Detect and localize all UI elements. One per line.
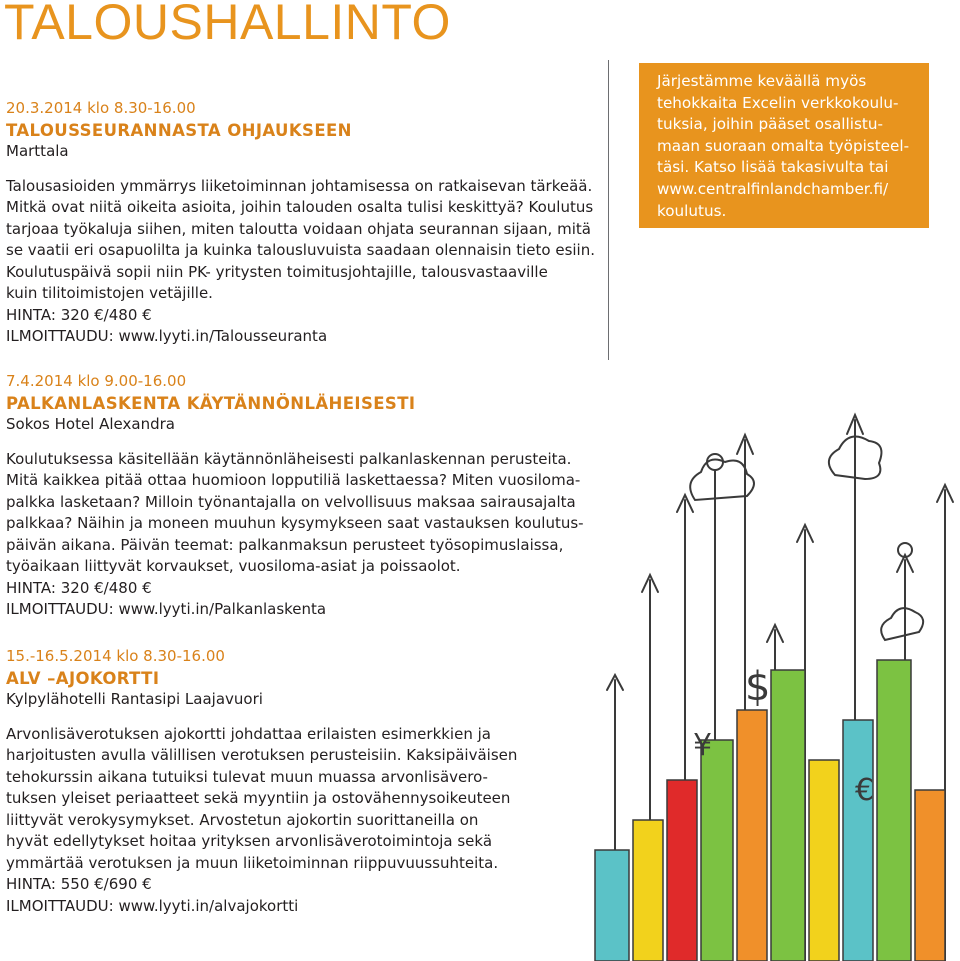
course-signup-link[interactable]: ILMOITTAUDU: www.lyyti.in/Talousseuranta xyxy=(6,327,328,345)
course-signup-link[interactable]: ILMOITTAUDU: www.lyyti.in/Palkanlaskenta xyxy=(6,600,327,618)
course-talousseuranta xyxy=(6,98,606,348)
bar xyxy=(877,660,911,961)
excel-course-info-box xyxy=(639,63,929,228)
course-place: Marttala xyxy=(6,142,69,160)
course-date: 15.-16.5.2014 klo 8.30-16.00 xyxy=(6,647,225,665)
course-title: PALKANLASKENTA KÄYTÄNNÖNLÄHEISESTI xyxy=(6,393,416,413)
course-body-line: Koulutuspäivä sopii niin PK- yritysten toimitusjohtajille, talousvastaaville xyxy=(6,262,548,281)
course-body-line: tuksen yleiset periaatteet sekä myyntiin ja ostovähennysoikeuteen xyxy=(6,789,511,807)
info-box-line: Järjestämme keväällä myös xyxy=(657,72,867,90)
info-box-line: tehokkaita Excelin verkkokoulu- xyxy=(657,93,899,112)
course-place: Kylpylähotelli Rantasipi Laajavuori xyxy=(6,690,263,708)
course-body-line: palkka lasketaan? Milloin työnantajalla on velvollisuus maksaa sairausajalta xyxy=(6,492,576,511)
bar xyxy=(915,790,945,961)
course-body-line: tarjoaa työkaluja siihen, miten taloutta voidaan ohjata seurannan sijaan, mitä xyxy=(6,219,591,238)
bar xyxy=(595,850,629,961)
course-body-line: palkkaa? Näihin ja moneen muuhun kysymykseen saat vastauksen koulutus- xyxy=(6,514,584,532)
bar xyxy=(809,760,839,961)
bar xyxy=(771,670,805,961)
info-box-link[interactable]: www.centralfinlandchamber.fi/ xyxy=(657,179,889,198)
bar xyxy=(701,740,733,961)
balloon-icon xyxy=(707,454,723,470)
course-body-line: työaikaan liittyvät korvaukset, vuosiloma-asiat ja poissaolot. xyxy=(6,557,461,575)
course-body-line: ymmärtää verotuksen ja muun liiketoiminnan riippuvuussuhteita. xyxy=(6,853,499,872)
course-title: TALOUSSEURANNASTA OHJAUKSEEN xyxy=(6,120,352,140)
course-body-line: Mitä kaikkea pitää ottaa huomioon lopputiliä laskettaessa? Miten vuosiloma- xyxy=(6,471,581,489)
course-body-line: Mitkä ovat niitä oikeita asioita, joihin talouden osalta tulisi keskittyä? Koulutus xyxy=(6,198,594,216)
course-alv-ajokortti xyxy=(6,646,606,917)
course-price: HINTA: 320 €/480 € xyxy=(6,305,152,324)
course-body-line: Arvonlisäverotuksen ajokortti johdattaa erilaisten esimerkkien ja xyxy=(6,724,491,743)
course-body-line: Koulutuksessa käsitellään käytännönläheisesti palkanlaskennan perusteita. xyxy=(6,449,572,468)
bar xyxy=(667,780,697,961)
euro-icon: € xyxy=(855,773,875,808)
course-body-line: liittyvät verokysymykset. Arvostetun ajokortin suorittaneilla on xyxy=(6,810,479,829)
info-box-line: maan suoraan omalta työpisteel- xyxy=(657,136,910,155)
course-body-line: se vaatii eri osapuolilta ja kuinka talousluvuista saadaan olennaisin tieto esiin. xyxy=(6,241,595,259)
yen-icon: ¥ xyxy=(693,728,713,763)
course-signup-link[interactable]: ILMOITTAUDU: www.lyyti.in/alvajokortti xyxy=(6,896,299,915)
growth-bars-illustration xyxy=(555,380,960,961)
course-date: 7.4.2014 klo 9.00-16.00 xyxy=(6,372,187,390)
column-divider xyxy=(608,60,609,360)
course-title: ALV –AJOKORTTI xyxy=(6,668,160,688)
course-price: HINTA: 550 €/690 € xyxy=(6,875,152,893)
bar xyxy=(633,820,663,961)
bar xyxy=(737,710,767,961)
course-body-line: harjoitusten avulla välillisen verotuksen perusteisiin. Kaksipäiväisen xyxy=(6,746,518,764)
tree-icon xyxy=(881,608,923,640)
course-date: 20.3.2014 klo 8.30-16.00 xyxy=(6,99,196,117)
course-body-line: hyvät edellytykset hoitaa yrityksen arvonlisäverotoimintoja sekä xyxy=(6,832,493,850)
course-body-line: kuin tilitoimistojen vetäjille. xyxy=(6,284,213,302)
course-body-line: tehokurssin aikana tutuiksi tulevat muun muassa arvonlisävero- xyxy=(6,767,488,786)
course-place: Sokos Hotel Alexandra xyxy=(6,415,175,433)
course-body-line: päivän aikana. Päivän teemat: palkanmaksun perusteet työsopimuslaissa, xyxy=(6,535,564,554)
info-box-line: täsi. Katso lisää takasivulta tai xyxy=(657,158,889,177)
info-box-line: koulutus. xyxy=(657,201,727,220)
bar xyxy=(843,720,873,961)
course-price: HINTA: 320 €/480 € xyxy=(6,578,152,597)
course-body-line: Talousasioiden ymmärrys liiketoiminnan johtamisessa on ratkaisevan tärkeää. xyxy=(6,176,593,195)
page-title: TALOUSHALLINTO xyxy=(4,0,451,50)
dollar-icon: $ xyxy=(745,664,771,710)
course-palkanlaskenta xyxy=(6,371,606,621)
info-box-line: tuksia, joihin pääset osallistu- xyxy=(657,115,883,134)
